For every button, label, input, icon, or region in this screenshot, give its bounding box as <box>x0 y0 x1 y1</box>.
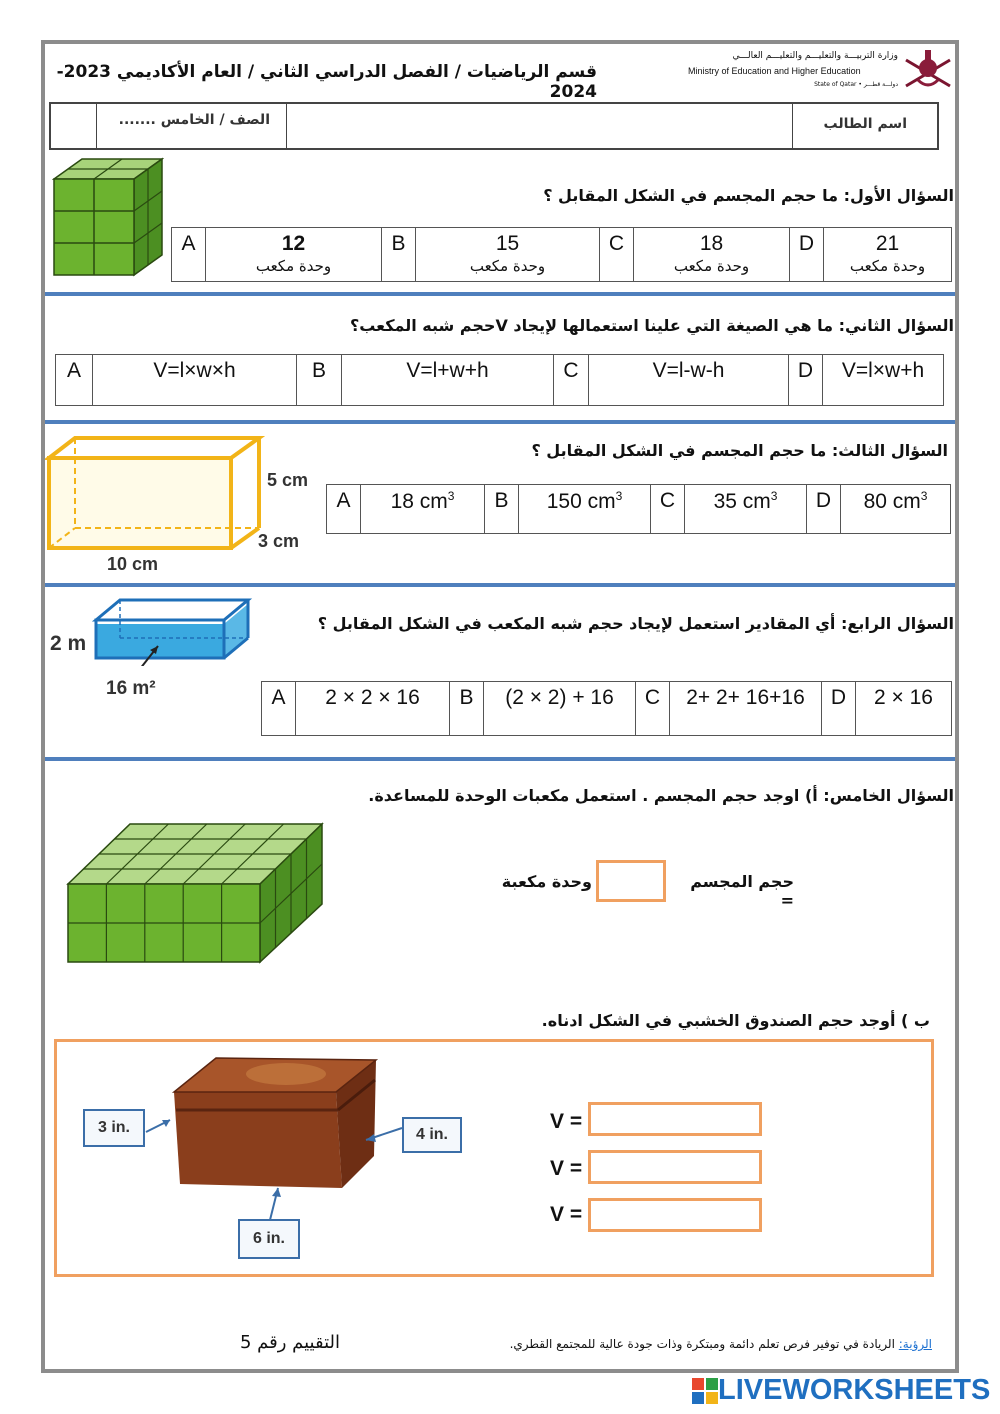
q5b-v-label-1: V = <box>550 1110 583 1133</box>
section-divider <box>45 757 955 761</box>
q5b-answer-input-1[interactable] <box>588 1102 762 1136</box>
footer-vision <box>500 1337 932 1351</box>
student-name-field[interactable] <box>287 104 793 148</box>
q3-option-d-value: 80 cm <box>863 490 921 513</box>
q1-options-table <box>171 227 952 282</box>
q2-option-a-letter[interactable]: A <box>56 355 93 406</box>
q5b-width-callout: 4 in. <box>402 1117 462 1153</box>
callout-arrows-icon <box>140 1104 420 1224</box>
q2-option-c-letter[interactable]: C <box>554 355 589 406</box>
q2-options-table <box>55 354 944 406</box>
q2-option-d-letter[interactable]: D <box>789 355 823 406</box>
q3-options-table <box>326 484 951 534</box>
q2-option-b-letter[interactable]: B <box>297 355 342 406</box>
ministry-logo-icon <box>900 46 956 96</box>
q4-option-a[interactable]: 2 × 2 × 16 <box>296 682 450 736</box>
q1-option-d-unit: وحدة مكعب <box>849 257 926 275</box>
header-title: قسم الرياضيات / الفصل الدراسي الثاني / العام الأكاديمي 2023-2024 <box>56 62 597 102</box>
q3-option-d-letter[interactable]: D <box>807 485 841 534</box>
q4-base-label: 16 m² <box>106 678 156 699</box>
q1-option-d-value: 21 <box>875 232 900 255</box>
q1-option-c-letter[interactable]: C <box>600 228 634 282</box>
q2-option-c[interactable]: V=l-w-h <box>589 355 789 406</box>
q1-option-d[interactable] <box>824 228 952 282</box>
q3-option-a-value: 18 cm <box>390 490 448 513</box>
q3-option-b-letter[interactable]: B <box>485 485 519 534</box>
state-label: State of Qatar • دولـــة قطـــر <box>814 81 898 88</box>
q1-option-b[interactable] <box>416 228 600 282</box>
q3-width-label: 3 cm <box>258 531 300 551</box>
q4-option-b[interactable]: (2 × 2) + 16 <box>484 682 636 736</box>
q1-option-b-value: 15 <box>495 232 520 255</box>
q1-option-a[interactable] <box>206 228 382 282</box>
grade-label: الصف / الخامس ....... <box>97 104 287 148</box>
student-info-row <box>49 102 939 150</box>
student-name-label: اسم الطالب <box>823 116 907 132</box>
q5a-unit-label: وحدة مكعبة <box>501 872 592 891</box>
liveworksheets-logo-icon <box>692 1378 718 1404</box>
q5a-volume-answer-box[interactable] <box>596 860 666 902</box>
q4-option-b-letter[interactable]: B <box>450 682 484 736</box>
q3-option-c-value: 35 cm <box>713 490 771 513</box>
q3-option-b-value: 150 cm <box>546 490 616 513</box>
q3-option-b-sup: 3 <box>615 489 623 503</box>
liveworksheets-brand[interactable]: LIVEWORKSHEETS <box>718 1374 991 1406</box>
q1-option-c-value: 18 <box>699 232 724 255</box>
q5b-question: ب ) أوجد حجم الصندوق الخشبي في الشكل ادناه. <box>541 1011 930 1030</box>
rectangular-prism-figure <box>45 432 265 552</box>
q4-option-a-letter[interactable]: A <box>262 682 296 736</box>
q5b-answer-input-3[interactable] <box>588 1198 762 1232</box>
q2-option-b[interactable]: V=l+w+h <box>342 355 554 406</box>
unit-cube-block-figure <box>64 820 326 966</box>
q3-length-label: 10 cm <box>107 554 159 574</box>
q5b-v-label-2: V = <box>550 1157 583 1180</box>
q1-option-c-unit: وحدة مكعب <box>673 257 750 275</box>
q3-option-c-letter[interactable]: C <box>651 485 685 534</box>
q3-height-label: 5 cm <box>267 470 309 490</box>
q4-option-d[interactable]: 2 × 16 <box>856 682 952 736</box>
q1-question: السؤال الأول: ما حجم المجسم في الشكل المقابل ؟ <box>543 186 954 205</box>
water-tank-prism-figure <box>92 594 254 666</box>
q5b-answer-input-2[interactable] <box>588 1150 762 1184</box>
q5a-volume-label: حجم المجسم = <box>690 872 794 910</box>
q3-option-d-sup: 3 <box>920 489 928 503</box>
q1-option-a-letter[interactable]: A <box>172 228 206 282</box>
q1-option-d-letter[interactable]: D <box>790 228 824 282</box>
q3-option-c-sup: 3 <box>770 489 778 503</box>
q1-option-a-value: 12 <box>281 232 306 255</box>
q2-question: السؤال الثاني: ما هي الصيغة التي علينا استعمالها لإيجاد Vحجم شبه المكعب؟ <box>349 316 954 335</box>
q3-option-c[interactable] <box>685 485 807 534</box>
q1-option-b-letter[interactable]: B <box>382 228 416 282</box>
q4-height-label: 2 m <box>50 632 87 655</box>
section-divider <box>45 292 955 296</box>
q2-option-d[interactable]: V=l×w+h <box>823 355 944 406</box>
q1-option-a-unit: وحدة مكعب <box>255 257 332 275</box>
q3-option-a-sup: 3 <box>447 489 455 503</box>
q1-option-b-unit: وحدة مكعب <box>469 257 546 275</box>
q4-option-d-letter[interactable]: D <box>822 682 856 736</box>
footer-vision-text: الريادة في توفير فرص تعلم دائمة ومبتكرة وذات جودة عالية للمجتمع القطري. <box>509 1337 895 1351</box>
q1-option-c[interactable] <box>634 228 790 282</box>
q4-option-c-letter[interactable]: C <box>636 682 670 736</box>
q4-question: السؤال الرابع: أي المقادير استعمل لإيجاد حجم شبه المكعب في الشكل المقابل ؟ <box>317 614 954 633</box>
q3-option-a-letter[interactable]: A <box>327 485 361 534</box>
section-divider <box>45 583 955 587</box>
footer-vision-label: الرؤية: <box>898 1337 932 1351</box>
q3-option-d[interactable] <box>841 485 951 534</box>
q5b-length-callout: 6 in. <box>238 1219 300 1259</box>
q5b-height-callout: 3 in. <box>83 1109 145 1147</box>
ministry-name-ar: وزارة التربيـــة والتعليـــم والتعليـــم العالـــي <box>732 51 898 61</box>
q3-option-a[interactable] <box>361 485 485 534</box>
q2-option-a[interactable]: V=l×w×h <box>93 355 297 406</box>
q5a-question: السؤال الخامس: أ) اوجد حجم المجسم . استعمل مكعبات الوحدة للمساعدة. <box>368 786 954 805</box>
q3-question: السؤال الثالث: ما حجم المجسم في الشكل المقابل ؟ <box>531 441 948 460</box>
q5b-v-label-3: V = <box>550 1203 583 1226</box>
cube-stack-2x3x3-figure <box>52 157 164 279</box>
footer-assessment: التقييم رقم 5 <box>239 1332 340 1353</box>
q3-option-b[interactable] <box>519 485 651 534</box>
q4-option-c[interactable]: 2+ 2+ 16+16 <box>670 682 822 736</box>
ministry-name-en: Ministry of Education and Higher Education <box>688 66 861 76</box>
q4-options-table <box>261 681 952 736</box>
section-divider <box>45 420 955 424</box>
